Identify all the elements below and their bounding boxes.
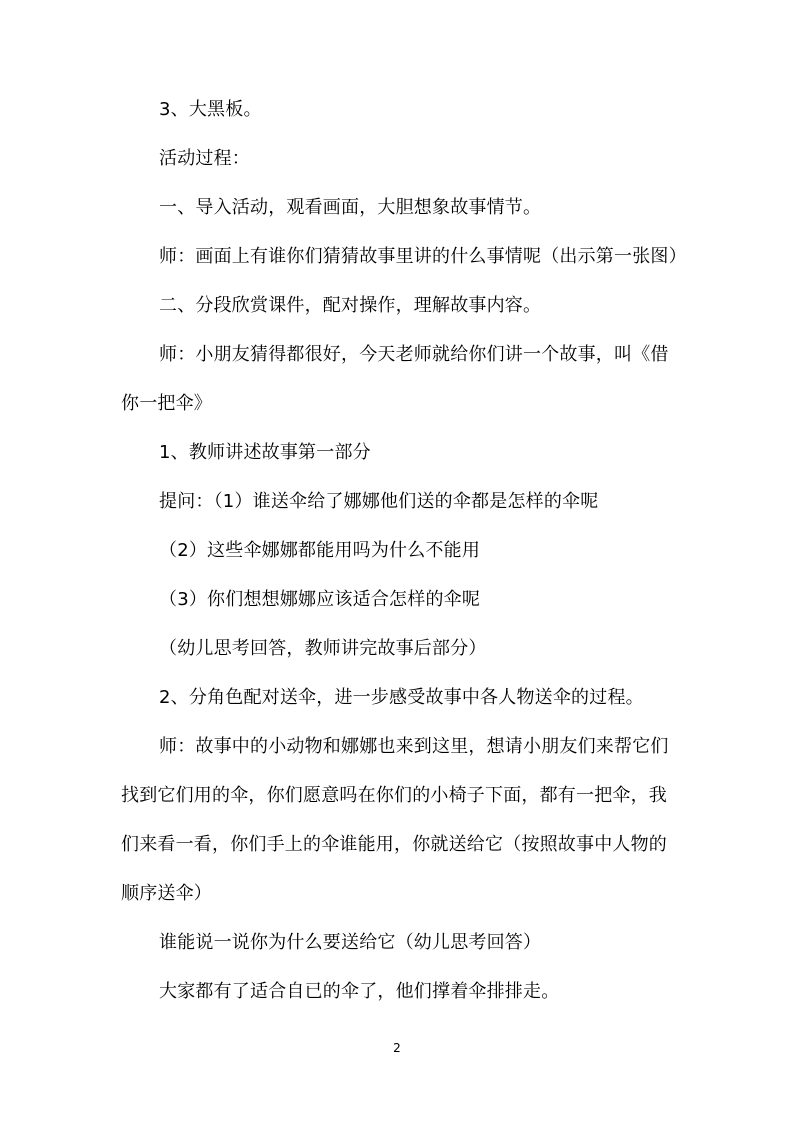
- text-line: 你一把伞》: [121, 393, 212, 414]
- text-line: （2）这些伞娜娜都能用吗为什么不能用: [159, 540, 481, 561]
- text-line: 提问：（1）谁送伞给了娜娜他们送的伞都是怎样的伞呢: [159, 491, 599, 512]
- text-line: 们来看一看，你们手上的伞谁能用，你就送给它（按照故事中人物的: [121, 834, 667, 855]
- text-line: 1、教师讲述故事第一部分: [159, 442, 371, 463]
- text-line: 师：小朋友猜得都很好，今天老师就给你们讲一个故事，叫《借: [159, 344, 669, 365]
- page-number: 2: [393, 1041, 401, 1055]
- text-line: 3、大黑板。: [159, 99, 262, 120]
- text-line: （幼儿思考回答，教师讲完故事后部分）: [159, 638, 487, 659]
- text-line: 一、导入活动，观看画面，大胆想象故事情节。: [159, 197, 542, 218]
- text-line: 师：故事中的小动物和娜娜也来到这里，想请小朋友们来帮它们: [159, 736, 669, 757]
- text-line: 二、分段欣赏课件，配对操作，理解故事内容。: [159, 295, 542, 316]
- text-line: 大家都有了适合自已的伞了，他们撑着伞排排走。: [159, 981, 560, 1002]
- text-line: （3）你们想想娜娜应该适合怎样的伞呢: [159, 589, 481, 610]
- text-line: 师：画面上有谁你们猜猜故事里讲的什么事情呢（出示第一张图）: [159, 246, 687, 267]
- text-line: 找到它们用的伞，你们愿意吗在你们的小椅子下面，都有一把伞，我: [121, 785, 667, 806]
- text-line: 顺序送伞）: [121, 883, 212, 904]
- text-line: 谁能说一说你为什么要送给它（幼儿思考回答）: [159, 932, 542, 953]
- text-line: 活动过程：: [159, 148, 250, 169]
- text-line: 2、分角色配对送伞，进一步感受故事中各人物送伞的过程。: [159, 687, 644, 708]
